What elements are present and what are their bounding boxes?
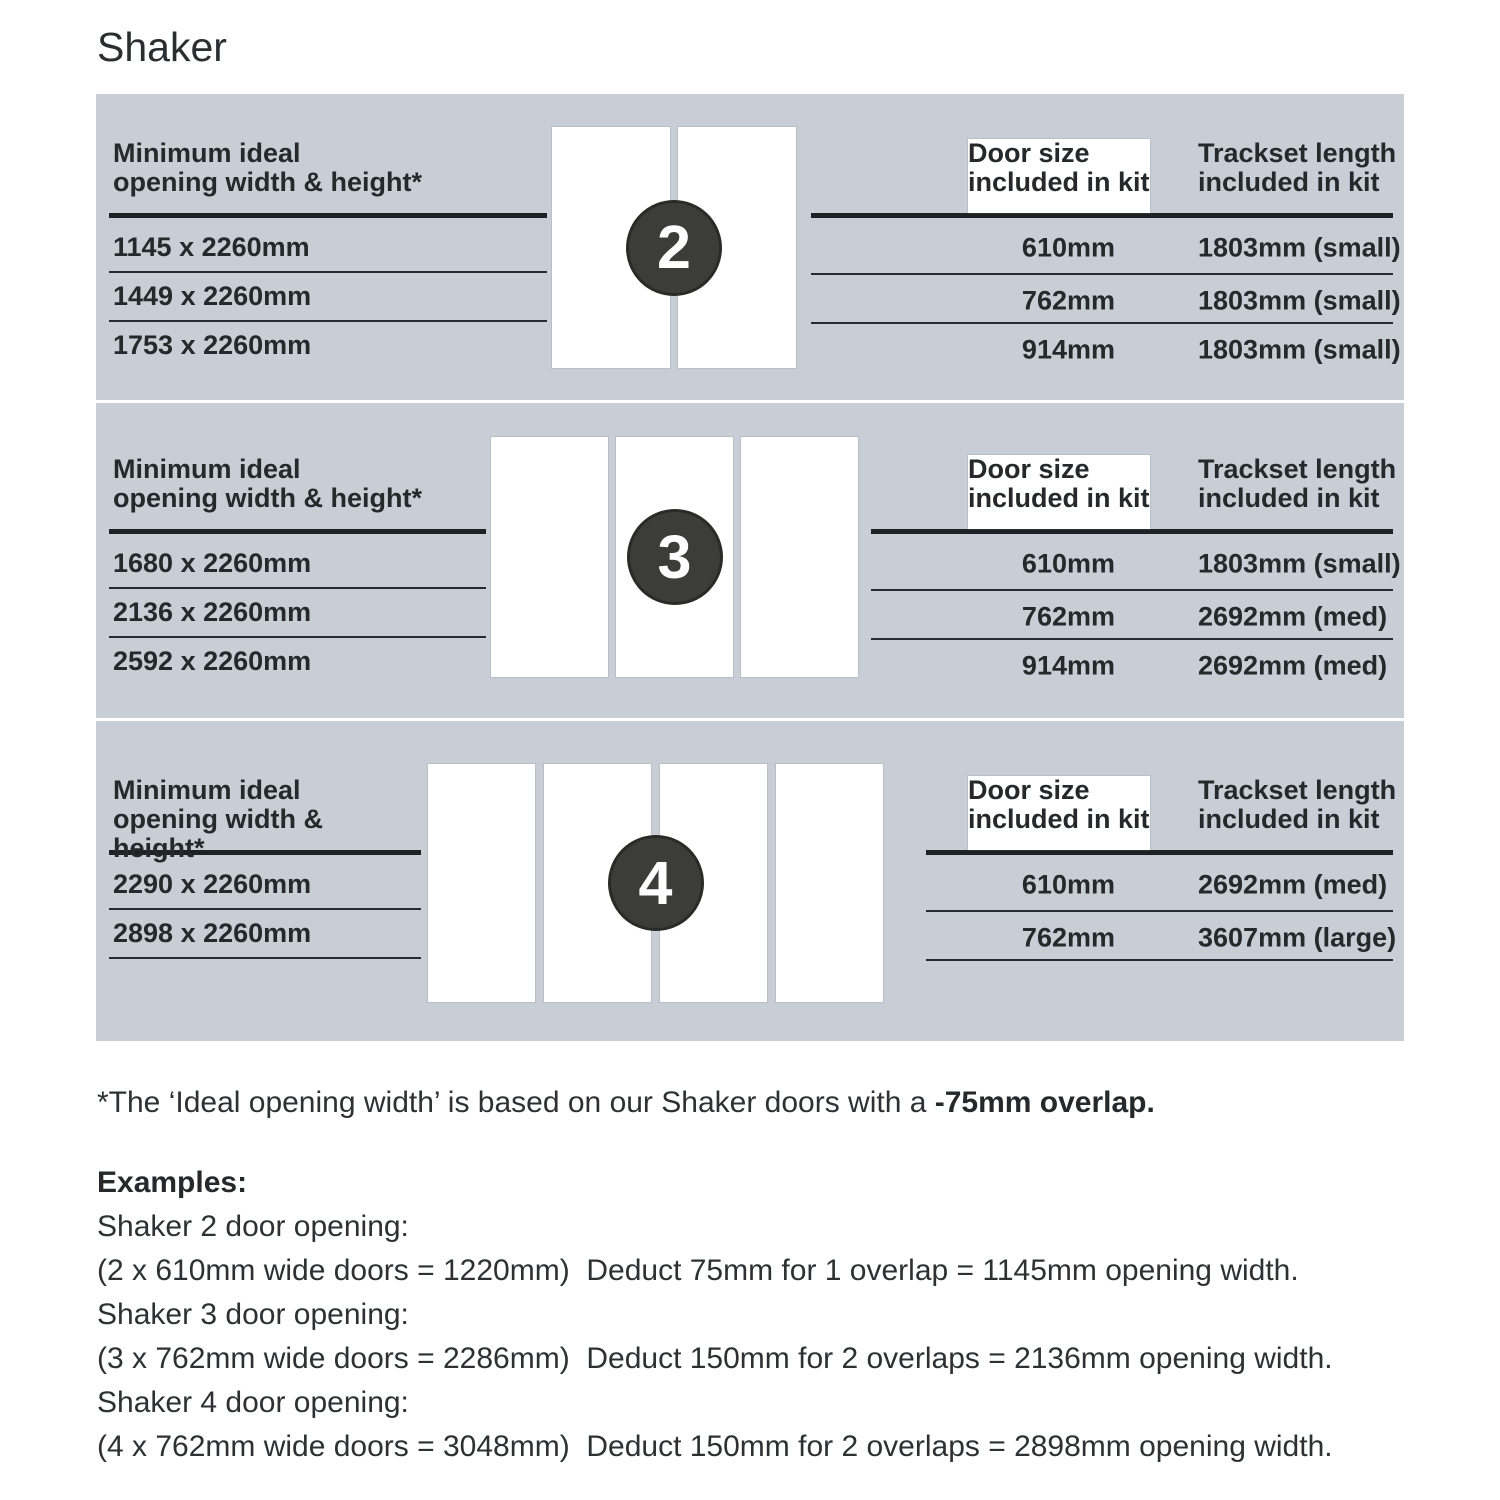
door-panel [428,764,535,1002]
table-row [926,855,1393,912]
example-label: Shaker 4 door opening: [97,1386,409,1419]
door-count-badge: 4 [608,835,704,931]
trackset-value: 1803mm (small) [1198,548,1401,579]
trackset-header: Trackset length included in kit [1198,138,1397,197]
kit-table-header [926,775,1397,850]
trackset-value: 2692mm (med) [1198,601,1388,632]
trackset-value: 2692mm (med) [1198,869,1388,900]
trackset-value: 1803mm (small) [1198,285,1401,316]
opening-size-table [109,139,547,369]
trackset-header: Trackset length included in kit [1198,454,1397,513]
table-row: 2136 x 2260mm [109,589,486,638]
door-size-value: 610mm [1021,869,1115,900]
opening-size-header: Minimum ideal opening width & height* [113,775,323,863]
panel-4-door [96,721,1404,1041]
example-detail: (4 x 762mm wide doors = 3048mm) Deduct 150mm for 2 overlaps = 2898mm opening width. [97,1430,1333,1463]
table-row [811,218,1401,275]
door-size-header: Door size included in kit [968,776,1150,850]
kit-table [811,138,1401,371]
door-size-value: 914mm [1021,334,1115,365]
table-row [811,324,1401,371]
example-detail: (2 x 610mm wide doors = 1220mm) Deduct 75mm for 1 overlap = 1145mm opening width. [97,1254,1299,1287]
opening-size-header: Minimum ideal opening width & height* [113,138,422,197]
example-label: Shaker 3 door opening: [97,1298,409,1331]
table-row [871,591,1393,640]
footnote-bold: -75mm overlap. [934,1086,1155,1119]
door-size-value: 914mm [1021,650,1115,681]
trackset-value: 2692mm (med) [1198,650,1388,681]
panels-board [96,94,1404,1044]
door-diagram-2 [552,127,796,368]
door-size-value: 762mm [1021,601,1115,632]
page-title: Shaker [97,24,227,70]
table-row: 2592 x 2260mm [113,646,312,676]
trackset-header: Trackset length included in kit [1198,775,1397,834]
table-row [926,912,1397,961]
kit-table-header [811,138,1397,213]
door-size-value: 762mm [1021,922,1115,953]
door-count-badge: 3 [627,509,723,605]
table-row: 2290 x 2260mm [109,855,421,910]
trackset-value: 1803mm (small) [1198,232,1401,263]
table-row: 1145 x 2260mm [109,218,547,273]
opening-size-header: Minimum ideal opening width & height* [113,454,422,513]
table-row [811,275,1401,324]
footnote: *The ‘Ideal opening width’ is based on our Shaker doors with a -75mm overlap. [97,1086,1155,1119]
door-diagram-4 [428,764,883,1002]
door-size-value: 610mm [1021,548,1115,579]
table-row: 2898 x 2260mm [109,910,421,959]
example-label: Shaker 2 door opening: [97,1210,409,1243]
panel-3-door [96,403,1404,718]
kit-table-header [871,454,1397,529]
panel-2-door [96,94,1404,400]
trackset-value: 3607mm (large) [1198,922,1397,953]
table-row [871,534,1401,591]
trackset-value: 1803mm (small) [1198,334,1401,365]
table-row: 1753 x 2260mm [113,330,312,360]
door-count-badge: 2 [626,200,722,296]
table-row [871,640,1393,687]
table-row: 1449 x 2260mm [109,273,547,322]
opening-size-table [109,776,421,959]
kit-table [926,775,1397,961]
example-detail: (3 x 762mm wide doors = 2286mm) Deduct 150mm for 2 overlaps = 2136mm opening width. [97,1342,1333,1375]
table-row: 1680 x 2260mm [109,534,486,589]
door-panel [741,437,858,677]
kit-table [871,454,1401,687]
examples-section [97,1161,1333,1469]
door-panel [776,764,883,1002]
door-size-value: 610mm [1021,232,1115,263]
opening-size-table [109,455,486,685]
door-diagram-3 [491,437,858,677]
door-size-header: Door size included in kit [968,139,1150,213]
door-size-value: 762mm [1021,285,1115,316]
door-panel [491,437,608,677]
door-size-header: Door size included in kit [968,455,1150,529]
examples-heading: Examples: [97,1166,248,1199]
